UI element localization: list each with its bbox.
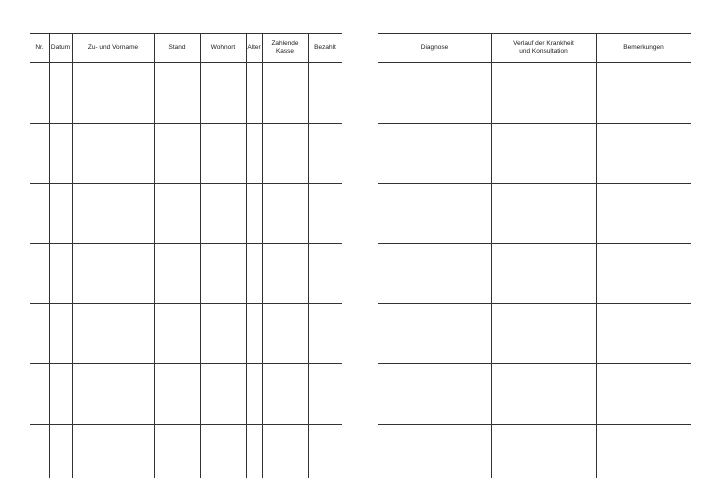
column-header-bezahlt: Bezahlt	[314, 43, 336, 51]
row-rule	[378, 123, 691, 124]
row-rule	[30, 183, 342, 184]
column-header-datum: Datum	[50, 43, 71, 51]
row-rule	[30, 424, 342, 425]
column-header-nr: Nr.	[35, 43, 44, 51]
row-rule	[30, 243, 342, 244]
column-header-stand: Stand	[168, 43, 186, 51]
column-header-name: Zu- und Vorname	[87, 43, 139, 51]
column-header-bemerkungen: Bemerkungen	[623, 43, 664, 51]
row-rule	[378, 303, 691, 304]
column-divider	[308, 33, 309, 478]
patient-register-right-page	[378, 33, 691, 478]
column-header-verlauf: Verlauf der Krankheit und Konsultation	[513, 39, 574, 55]
header-bottom-rule	[378, 62, 691, 63]
column-header-zahlende-kasse: Zahlende Kasse	[271, 39, 299, 55]
column-divider	[596, 33, 597, 478]
column-header-wohnort: Wohnort	[210, 43, 236, 51]
row-rule	[378, 424, 691, 425]
row-rule	[378, 243, 691, 244]
row-rule	[30, 123, 342, 124]
row-rule	[378, 183, 691, 184]
row-rule	[378, 363, 691, 364]
column-divider	[200, 33, 201, 478]
column-header-diagnose: Diagnose	[420, 43, 449, 51]
header-bottom-rule	[30, 62, 342, 63]
row-rule	[30, 303, 342, 304]
column-divider	[72, 33, 73, 478]
row-rule	[30, 363, 342, 364]
column-divider	[491, 33, 492, 478]
column-divider	[49, 33, 50, 478]
column-divider	[154, 33, 155, 478]
column-divider	[246, 33, 247, 478]
column-header-alter: Alter	[247, 43, 261, 51]
column-divider	[262, 33, 263, 478]
patient-register-left-page	[30, 33, 342, 478]
